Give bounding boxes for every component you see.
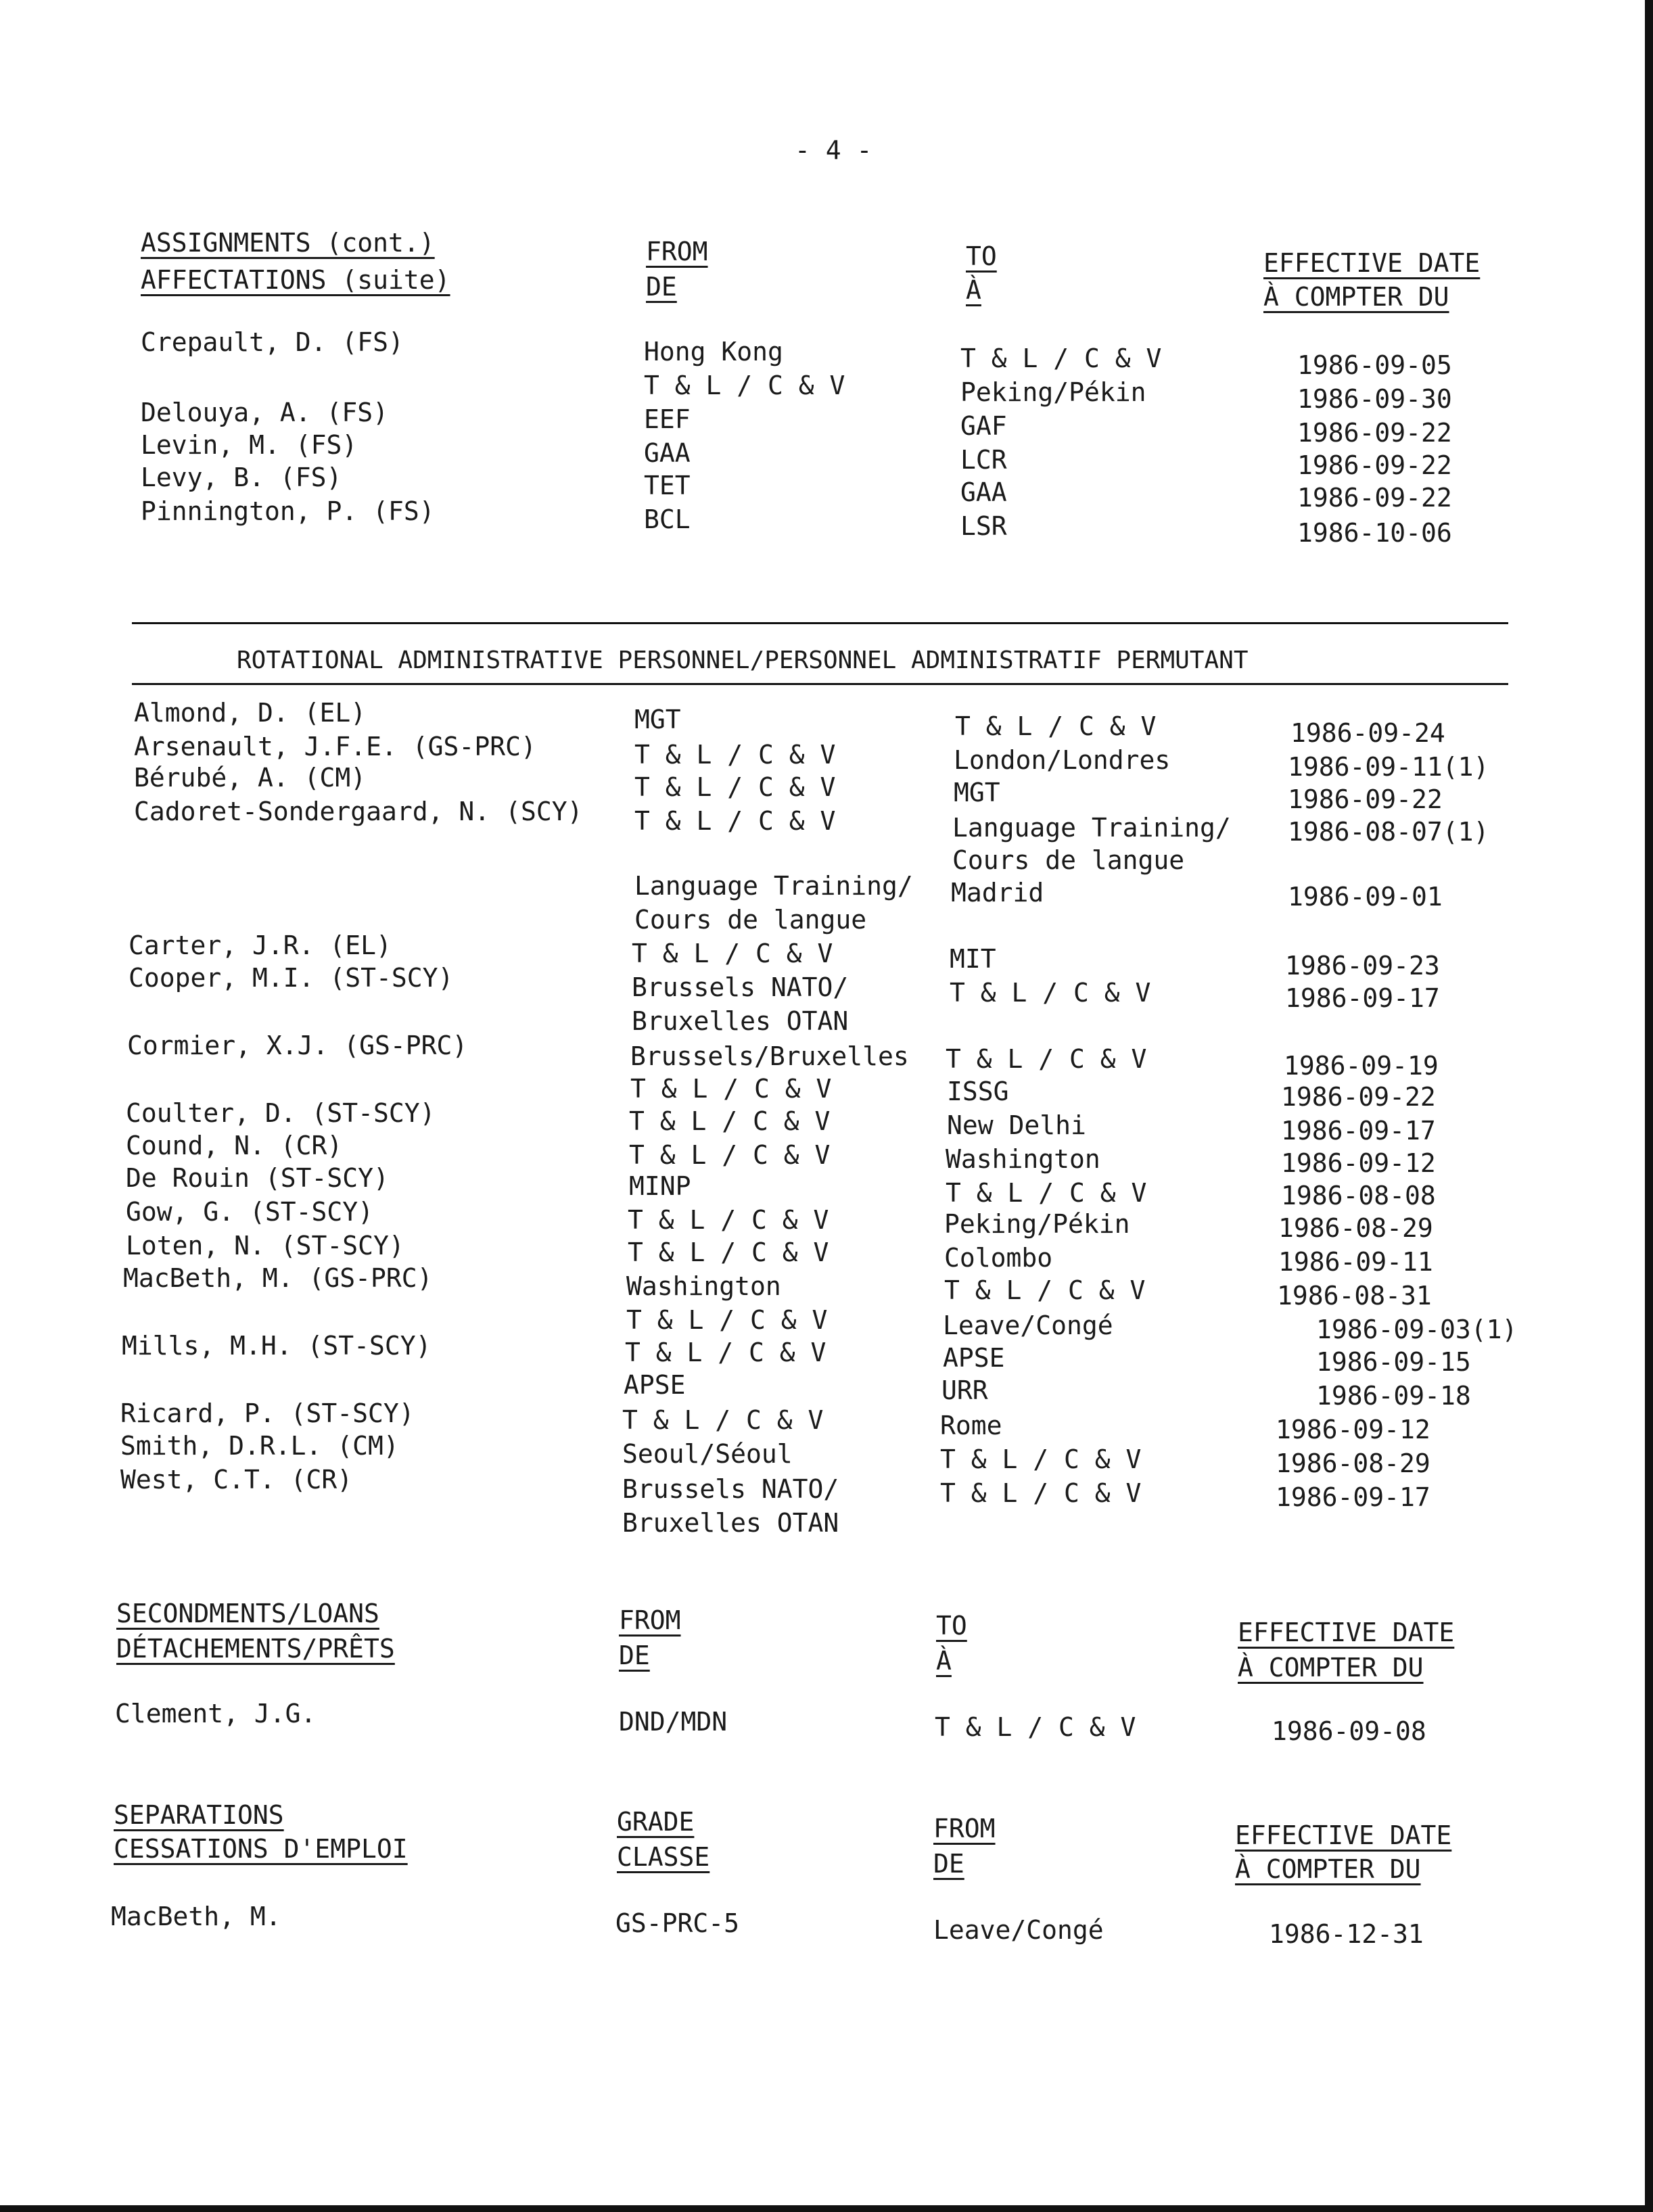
row-date: 1986-09-12 (1281, 1148, 1436, 1178)
row-name: Carter, J.R. (EL) (129, 931, 392, 960)
assignments-col-date-en: EFFECTIVE DATE (1263, 248, 1481, 278)
secondments-col-to-fr: À (936, 1646, 952, 1676)
row-to: Rome (940, 1411, 1002, 1440)
row-date: 1986-09-03(1) (1316, 1315, 1518, 1344)
row-from: T & L / C & V (634, 740, 836, 770)
row-from: T & L / C & V (628, 1205, 829, 1235)
row-date: 1986-09-22 (1297, 483, 1452, 513)
row-from: TET (644, 471, 691, 500)
row-date: 1986-09-24 (1290, 718, 1445, 748)
separations-col-grade-en: GRADE (617, 1807, 695, 1837)
row-name: Smith, D.R.L. (CM) (120, 1431, 399, 1461)
row-to: Washington (946, 1144, 1100, 1174)
row-from: DND/MDN (619, 1707, 728, 1737)
row-to: MGT (954, 778, 1000, 807)
row-name: De Rouin (ST-SCY) (126, 1163, 389, 1193)
row-name: MacBeth, M. (111, 1902, 281, 1931)
row-name: MacBeth, M. (GS-PRC) (123, 1263, 433, 1293)
secondments-col-date-en: EFFECTIVE DATE (1238, 1618, 1455, 1647)
row-date: 1986-08-07(1) (1288, 817, 1489, 847)
row-date: 1986-09-05 (1297, 350, 1452, 380)
row-date: 1986-09-22 (1281, 1082, 1436, 1112)
row-from: MINP (629, 1171, 691, 1201)
row-name: Cound, N. (CR) (126, 1131, 343, 1160)
row-date: 1986-08-29 (1276, 1449, 1430, 1478)
row-from: T & L / C & V (625, 1338, 826, 1367)
row-to: Language Training/ (952, 813, 1231, 843)
row-from: Brussels NATO/ (622, 1474, 839, 1504)
row-name: Clement, J.G. (115, 1699, 317, 1728)
row-name: Mills, M.H. (ST-SCY) (122, 1331, 432, 1361)
assignments-col-from-en: FROM (646, 237, 708, 266)
row-to: Madrid (951, 878, 1044, 908)
row-date: 1986-08-29 (1278, 1213, 1433, 1243)
row-from: T & L / C & V (622, 1405, 824, 1435)
row-date: 1986-09-19 (1284, 1051, 1439, 1081)
row-from: GAA (644, 438, 691, 468)
row-to: GAA (960, 477, 1007, 507)
row-from: T & L / C & V (644, 371, 845, 400)
scan-edge-bottom (0, 2205, 1653, 2212)
row-to-line2: Cours de langue (952, 845, 1185, 875)
row-to: LSR (960, 511, 1007, 541)
separations-col-date-en: EFFECTIVE DATE (1235, 1820, 1452, 1850)
row-to: T & L / C & V (960, 344, 1162, 373)
row-to: ISSG (947, 1077, 1009, 1106)
row-to: London/Londres (954, 745, 1171, 775)
row-date: 1986-09-17 (1285, 983, 1440, 1013)
row-name: West, C.T. (CR) (120, 1465, 353, 1495)
row-to: Leave/Congé (943, 1311, 1113, 1340)
page-number: - 4 - (795, 135, 872, 165)
assignments-col-from-fr: DE (646, 272, 677, 302)
row-date: 1986-09-11 (1278, 1247, 1433, 1277)
row-name: Cadoret-Sondergaard, N. (SCY) (134, 797, 583, 826)
row-to: T & L / C & V (955, 711, 1157, 741)
row-to: T & L / C & V (944, 1275, 1146, 1305)
row-from: T & L / C & V (630, 1074, 832, 1104)
secondments-col-from-fr: DE (619, 1641, 650, 1670)
row-name: Crepault, D. (FS) (141, 327, 404, 357)
row-name: Arsenault, J.F.E. (GS-PRC) (134, 732, 536, 761)
row-to: T & L / C & V (950, 978, 1151, 1008)
separations-col-from-en: FROM (933, 1814, 996, 1843)
row-to: T & L / C & V (935, 1712, 1136, 1742)
row-date: 1986-09-22 (1288, 784, 1443, 814)
row-from: T & L / C & V (634, 772, 836, 802)
row-from: T & L / C & V (628, 1238, 829, 1267)
row-date: 1986-12-31 (1269, 1919, 1424, 1949)
secondments-col-from-en: FROM (619, 1605, 681, 1635)
assignments-col-to-en: TO (966, 241, 997, 271)
bottom-rule (132, 683, 1508, 685)
row-date: 1986-08-08 (1281, 1181, 1436, 1210)
row-from: T & L / C & V (626, 1305, 828, 1335)
row-to: MIT (950, 944, 996, 974)
row-name: Gow, G. (ST-SCY) (126, 1197, 374, 1227)
row-date: 1986-09-17 (1276, 1482, 1430, 1512)
row-from-line2: Bruxelles OTAN (622, 1508, 839, 1538)
row-from-line2: Bruxelles OTAN (632, 1006, 849, 1036)
secondments-title-en: SECONDMENTS/LOANS (116, 1599, 379, 1628)
row-to: LCR (960, 445, 1007, 475)
row-to: New Delhi (947, 1110, 1086, 1140)
row-to: Peking/Pékin (944, 1209, 1130, 1239)
row-to: T & L / C & V (940, 1478, 1142, 1508)
assignments-col-date-fr: À COMPTER DU (1263, 282, 1449, 312)
row-date: 1986-09-23 (1285, 951, 1440, 981)
row-from: T & L / C & V (634, 806, 836, 836)
row-date: 1986-08-31 (1277, 1281, 1432, 1311)
row-from: T & L / C & V (632, 939, 833, 968)
row-from: MGT (634, 705, 681, 734)
secondments-title-fr: DÉTACHEMENTS/PRÊTS (116, 1634, 395, 1664)
row-name: Levy, B. (FS) (141, 463, 342, 492)
separations-col-grade-fr: CLASSE (617, 1842, 710, 1872)
row-date: 1986-09-22 (1297, 450, 1452, 480)
row-from: T & L / C & V (629, 1106, 831, 1136)
row-from: Brussels/Bruxelles (630, 1041, 909, 1071)
row-to: APSE (943, 1343, 1005, 1373)
row-to: GAF (960, 411, 1007, 441)
row-name: Cooper, M.I. (ST-SCY) (129, 963, 454, 993)
assignments-title-fr: AFFECTATIONS (suite) (141, 265, 450, 295)
row-name: Ricard, P. (ST-SCY) (120, 1398, 415, 1428)
row-from: T & L / C & V (629, 1140, 831, 1170)
row-date: 1986-09-08 (1272, 1716, 1426, 1746)
row-date: 1986-09-17 (1281, 1116, 1436, 1146)
row-name: Delouya, A. (FS) (141, 398, 389, 427)
top-rule (132, 622, 1508, 624)
row-from: APSE (624, 1370, 686, 1400)
row-date: 1986-09-12 (1276, 1415, 1430, 1444)
scan-edge-right (1645, 0, 1653, 2212)
row-to: T & L / C & V (946, 1178, 1147, 1208)
row-to: T & L / C & V (946, 1044, 1147, 1074)
row-date: 1986-09-01 (1288, 882, 1443, 912)
separations-col-date-fr: À COMPTER DU (1235, 1854, 1421, 1884)
row-to: Peking/Pékin (960, 377, 1146, 407)
row-from-line2: Cours de langue (634, 905, 867, 935)
row-from: Seoul/Séoul (622, 1439, 793, 1469)
row-name: Almond, D. (EL) (134, 698, 367, 728)
separations-title-fr: CESSATIONS D'EMPLOI (114, 1834, 408, 1864)
row-to: Colombo (944, 1243, 1053, 1273)
separations-col-from-fr: DE (933, 1849, 964, 1879)
row-date: 1986-09-11(1) (1288, 752, 1489, 782)
row-date: 1986-09-15 (1316, 1347, 1471, 1377)
secondments-col-to-en: TO (936, 1611, 967, 1641)
row-from: Hong Kong (644, 337, 783, 367)
row-date: 1986-09-18 (1316, 1381, 1471, 1411)
assignments-col-to-fr: À (966, 275, 981, 305)
row-from: BCL (644, 504, 691, 534)
row-from: Language Training/ (634, 871, 913, 901)
row-date: 1986-09-22 (1297, 418, 1452, 448)
row-grade: GS-PRC-5 (615, 1908, 740, 1938)
row-name: Bérubé, A. (CM) (134, 763, 367, 793)
assignments-title-en: ASSIGNMENTS (cont.) (141, 228, 435, 258)
row-to: T & L / C & V (940, 1444, 1142, 1474)
row-name: Pinnington, P. (FS) (141, 496, 435, 526)
row-from: EEF (644, 404, 691, 434)
secondments-col-date-fr: À COMPTER DU (1238, 1653, 1424, 1682)
row-date: 1986-10-06 (1297, 518, 1452, 548)
row-from: Washington (626, 1271, 781, 1301)
row-from: Leave/Congé (933, 1915, 1104, 1945)
row-date: 1986-09-30 (1297, 384, 1452, 414)
row-name: Loten, N. (ST-SCY) (126, 1231, 404, 1261)
row-from: Brussels NATO/ (632, 972, 849, 1002)
row-name: Levin, M. (FS) (141, 430, 358, 460)
separations-title-en: SEPARATIONS (114, 1800, 284, 1830)
row-name: Coulter, D. (ST-SCY) (126, 1098, 436, 1128)
rotational-title: ROTATIONAL ADMINISTRATIVE PERSONNEL/PERSONNEL ADMINISTRATIF PERMUTANT (237, 646, 1249, 674)
row-name: Cormier, X.J. (GS-PRC) (127, 1031, 468, 1060)
row-to: URR (941, 1375, 988, 1405)
